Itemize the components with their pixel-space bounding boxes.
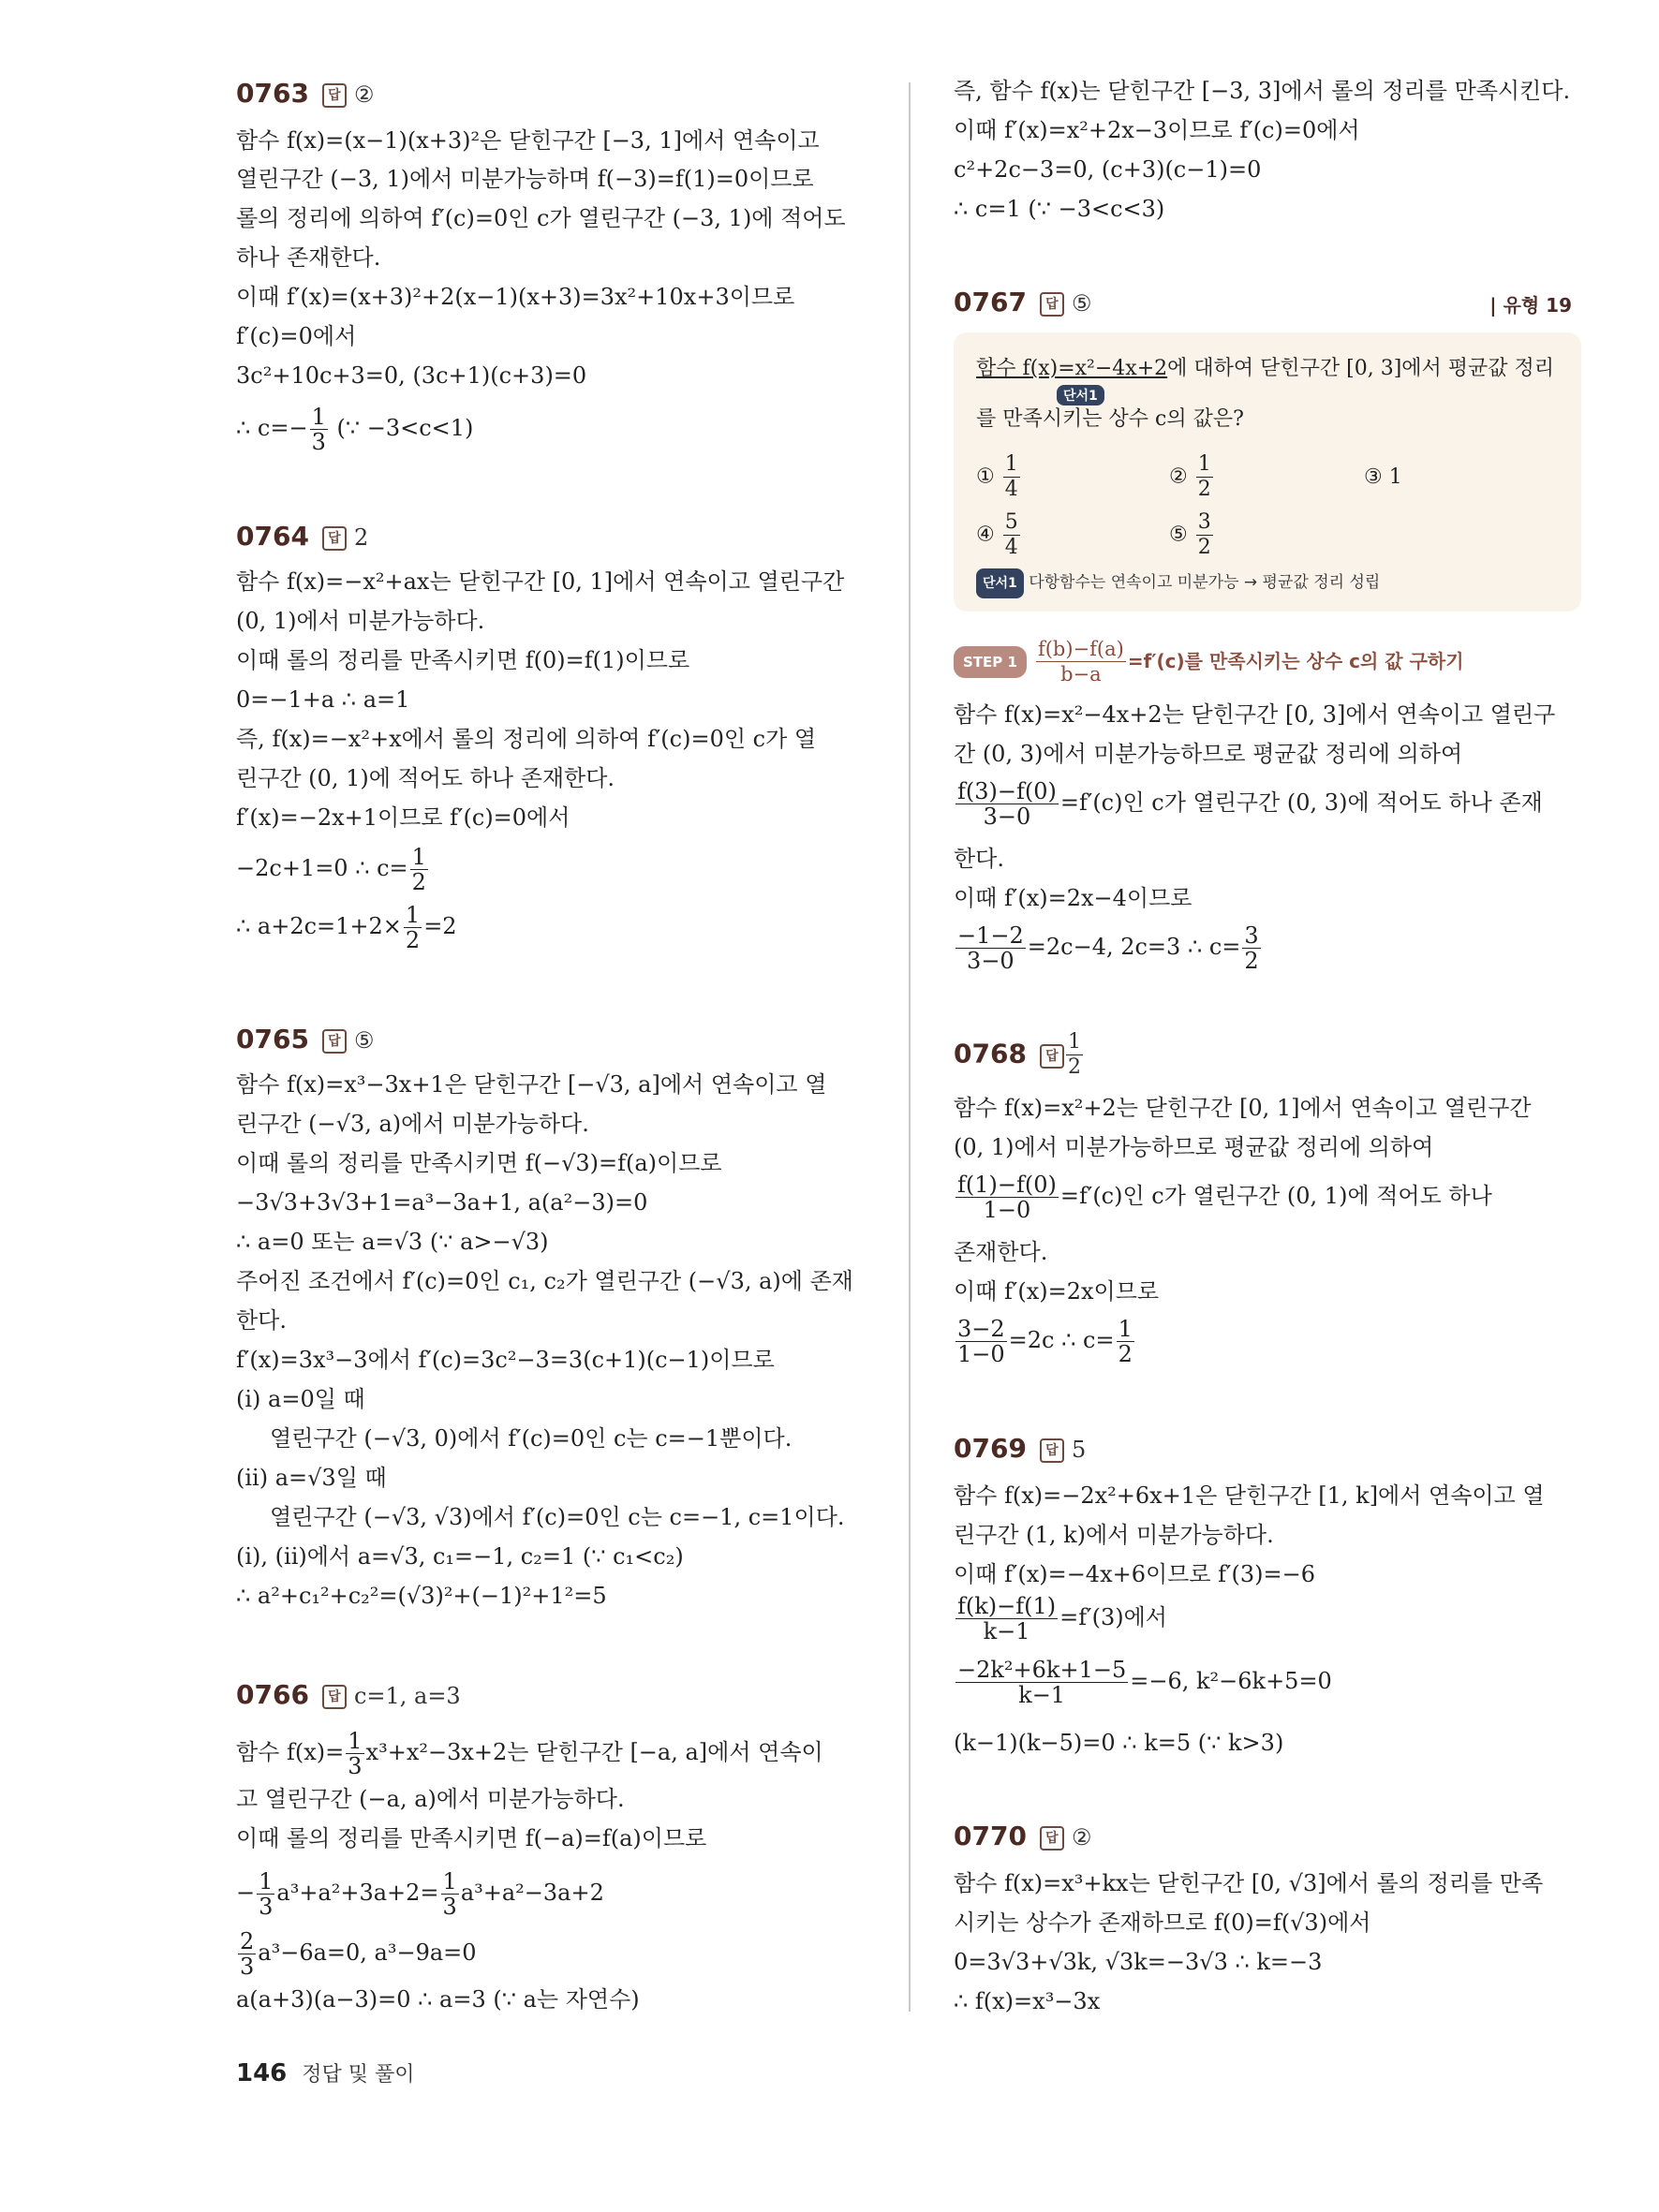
text: − [236,1880,256,1906]
solution-line: ∴ f(x)=x³−3x [954,1988,1101,2014]
numerator: 1 [348,1728,363,1754]
text: 에 대하여 닫힌구간 [0, 3]에서 평균값 정리 [1167,357,1555,380]
text: =f′(3)에서 [1059,1604,1167,1630]
solution-line: 이때 f′(x)=(x+3)²+2(x−1)(x+3)=3x²+10x+3이므로 [236,284,795,310]
denominator: 3 [348,1753,363,1779]
answer-value: 2 [353,524,369,551]
solution-line: (ii) a=√3일 때 [236,1465,387,1491]
fraction [955,779,1059,829]
numerator: 3 [1244,922,1259,949]
text: −2c+1=0 ∴ c= [236,855,408,881]
solution-line: 린구간 (0, 1)에 적어도 하나 존재한다. [236,765,615,791]
problem-number: 0763 [236,78,309,109]
fraction [955,923,1026,973]
numerator: 1 [411,844,426,870]
problem-0764-header [236,521,368,553]
text: (∵ −3<c<1) [329,415,474,441]
solution-line: 함수 f(x)=x³+kx는 닫힌구간 [0, √3]에서 롤의 정리를 만족 [954,1870,1544,1896]
solution-line: 이때 롤의 정리를 만족시키면 f(−a)=f(a)이므로 [236,1825,707,1851]
problem-text: 를 만족시키는 상수 c의 값은? [976,407,1244,431]
choice-marker: ⑤ [1169,523,1188,547]
choice-marker: ② [1169,465,1188,489]
problem-number: 0767 [954,287,1027,317]
denominator: 1−0 [957,1341,1005,1367]
fraction [1003,510,1020,560]
solution-line: 롤의 정리에 의하여 f′(c)=0인 c가 열린구간 (−3, 1)에 적어도 [236,205,846,231]
solution-line: 함수 f(x)=x²+2는 닫힌구간 [0, 1]에서 연속이고 열린구간 [954,1095,1532,1121]
answer-tag: 답 [322,83,347,108]
problem-0763-header [236,78,374,111]
denominator: b−a [1060,663,1102,686]
clue-hint [976,568,1380,598]
fraction [404,903,422,952]
fraction [310,405,328,454]
answer-value: ⑤ [1071,290,1092,317]
problem-number: 0769 [954,1433,1027,1464]
numerator: f(k)−f(1) [957,1593,1057,1619]
denominator: 3 [311,429,326,455]
answer-value: ② [353,81,375,108]
solution-line: (i), (ii)에서 a=√3, c₁=−1, c₂=1 (∵ c₁<c₂) [236,1543,684,1570]
solution-line: 즉, f(x)=−x²+x에서 롤의 정리에 의하여 f′(c)=0인 c가 열 [236,726,817,752]
text: 함수 f(x)= [236,1739,345,1765]
numerator: 1 [1004,452,1018,476]
page-footer [236,2058,415,2087]
solution-line: f′(c)=0에서 [236,323,357,349]
text: a³+a²−3a+2 [460,1880,604,1906]
text: =2 [423,913,457,939]
denominator: 1−0 [983,1197,1031,1223]
fraction [1117,1317,1134,1366]
solution-line [236,1869,604,1919]
text: =2c ∴ c= [1008,1327,1115,1353]
problem-text [976,355,1554,383]
numerator: 5 [1004,510,1018,534]
problem-number: 0765 [236,1024,309,1054]
problem-0765-header [236,1024,374,1056]
choice-marker: ① [976,465,995,489]
solution-line: 함수 f(x)=−x²+ax는 닫힌구간 [0, 1]에서 연속이고 열린구간 [236,568,845,595]
fraction [1196,452,1213,502]
problem-number: 0766 [236,1679,309,1710]
solution-line: 0=−1+a ∴ a=1 [236,686,410,713]
denominator: 2 [1244,948,1259,974]
solution-line: ∴ a²+c₁²+c₂²=(√3)²+(−1)²+1²=5 [236,1583,607,1609]
numerator: −1−2 [957,922,1024,949]
solution-line [236,845,430,894]
numerator: 3 [1197,510,1211,534]
solution-line: 함수 f(x)=−2x²+6x+1은 닫힌구간 [1, k]에서 연속이고 열 [954,1482,1545,1509]
solution-line: 린구간 (−√3, a)에서 미분가능하다. [236,1111,589,1137]
solution-line: 열린구간 (−√3, 0)에서 f′(c)=0인 c는 c=−1뿐이다. [270,1425,792,1452]
choice-1 [976,452,1022,502]
denominator: 4 [1004,478,1018,501]
problem-number: 0770 [954,1821,1027,1851]
solution-line: 이때 롤의 정리를 만족시키면 f(−√3)=f(a)이므로 [236,1150,722,1176]
fraction [955,1594,1058,1644]
solution-line [236,1929,477,1979]
answer-value: ⑤ [353,1027,375,1054]
solution-line: 하나 존재한다. [236,244,381,271]
solution-line: (0, 1)에서 미분가능하다. [236,608,485,634]
numerator: 1 [442,1868,457,1895]
fraction [410,845,428,894]
solution-line: 함수 f(x)=(x−1)(x+3)²은 닫힌구간 [−3, 1]에서 연속이고 [236,127,820,154]
text: a³−6a=0, a³−9a=0 [258,1939,477,1966]
solution-line: 한다. [954,846,1004,872]
problem-box [954,332,1581,612]
solution-line: 열린구간 (−3, 1)에서 미분가능하며 f(−3)=f(1)=0이므로 [236,166,814,192]
clue-badge [1057,385,1104,406]
numerator: 1 [1067,1030,1081,1054]
problem-number: 0764 [236,521,309,552]
numerator: 2 [240,1928,255,1954]
problem-0768-header [954,1030,1085,1080]
solution-line: 함수 f(x)=x²−4x+2는 닫힌구간 [0, 3]에서 연속이고 열린구 [954,701,1556,728]
answer-value: c=1, a=3 [353,1683,461,1709]
numerator: 1 [1197,452,1211,476]
problem-0770-header [954,1821,1091,1853]
section-title: 정답 및 풀이 [302,2063,415,2087]
solution-line [954,923,1263,973]
fraction [1242,923,1260,973]
denominator: 3 [259,1894,274,1920]
text: ∴ c=− [236,415,308,441]
fraction [257,1869,274,1919]
solution-line: 고 열린구간 (−a, a)에서 미분가능하다. [236,1786,625,1812]
fraction [1196,510,1213,560]
solution-line: ∴ c=1 (∵ −3<c<3) [954,196,1165,222]
solution-line [954,1172,1492,1222]
column-divider [909,82,911,2012]
text: =f′(c)인 c가 열린구간 (0, 1)에 적어도 하나 [1059,1183,1492,1209]
solution-line: ∴ a=0 또는 a=√3 (∵ a>−√3) [236,1229,549,1255]
solution-line: (0, 1)에서 미분가능하므로 평균값 정리에 의하여 [954,1134,1434,1160]
step-badge: STEP 1 [954,646,1027,678]
solution-line: 이때 f′(x)=−4x+6이므로 f′(3)=−6 [954,1561,1315,1587]
denominator: 3 [442,1894,457,1920]
answer-value [1066,1030,1083,1080]
solution-line: 한다. [236,1307,287,1334]
problem-0766-header [236,1679,461,1712]
answer-tag: 답 [322,1685,347,1709]
denominator: 4 [1004,536,1018,559]
solution-line: 0=3√3+√3k, √3k=−3√3 ∴ k=−3 [954,1949,1323,1975]
solution-line: −3√3+3√3+1=a³−3a+1, a(a²−3)=0 [236,1189,648,1216]
problem-number: 0768 [954,1038,1027,1069]
fraction [1003,452,1020,502]
solution-line: 존재한다. [954,1239,1048,1265]
denominator: 2 [1067,1055,1081,1079]
clue-badge-label: 단서1 [1057,385,1104,406]
solution-line [236,405,473,454]
denominator: 3 [240,1954,255,1980]
solution-line: 간 (0, 3)에서 미분가능하므로 평균값 정리에 의하여 [954,741,1463,767]
denominator: 2 [1118,1341,1133,1367]
answer-value: 5 [1071,1437,1087,1463]
numerator: f(3)−f(0) [957,778,1057,804]
solution-line: 3c²+10c+3=0, (3c+1)(c+3)=0 [236,362,587,389]
solution-line [954,1594,1167,1644]
numerator: 1 [405,902,421,928]
clue-badge-label: 단서1 [976,568,1024,598]
denominator: 2 [1197,478,1211,501]
solution-line: 함수 f(x)=x³−3x+1은 닫힌구간 [−√3, a]에서 연속이고 열 [236,1071,827,1098]
hint-text: 다항함수는 연속이고 미분가능 → 평균값 정리 성립 [1029,573,1381,592]
solution-line [954,1317,1136,1366]
denominator: k−1 [983,1618,1030,1644]
solution-line [954,1658,1332,1707]
answer-tag: 답 [322,526,347,551]
solution-line [236,903,457,952]
choice-5 [1169,510,1215,560]
solution-line: 이때 롤의 정리를 만족시키면 f(0)=f(1)이므로 [236,647,690,673]
answer-tag: 답 [1040,1044,1064,1069]
text: ∴ a+2c=1+2× [236,913,402,939]
fraction [441,1869,459,1919]
numerator: 1 [1118,1316,1133,1342]
text: x³+x²−3x+2는 닫힌구간 [−a, a]에서 연속이 [365,1739,823,1765]
fraction [955,1658,1128,1707]
problem-type-tag: | 유형 19 [1489,294,1572,317]
solution-line: 이때 f′(x)=2x−4이므로 [954,885,1192,911]
denominator: 2 [1197,536,1211,559]
choice-marker: ④ [976,523,995,547]
answer-tag: 답 [322,1029,347,1054]
denominator: 3−0 [983,804,1031,830]
solution-line [954,779,1543,829]
page-number: 146 [236,2059,288,2087]
choice-2 [1169,452,1215,502]
denominator: k−1 [1018,1682,1066,1708]
solution-line: f′(x)=3x³−3에서 f′(c)=3c²−3=3(c+1)(c−1)이므로 [236,1347,775,1373]
answer-tag: 답 [1040,292,1064,317]
solution-line: 이때 f′(x)=2x이므로 [954,1278,1160,1305]
choice-4 [976,510,1022,560]
solution-line: a(a+3)(a−3)=0 ∴ a=3 (∵ a는 자연수) [236,1986,640,2013]
numerator: f(b)−f(a) [1037,638,1124,660]
solution-line: f′(x)=−2x+1이므로 f′(c)=0에서 [236,804,570,831]
text: =−6, k²−6k+5=0 [1130,1668,1332,1694]
solution-line: (k−1)(k−5)=0 ∴ k=5 (∵ k>3) [954,1730,1284,1756]
step-heading [954,637,1464,686]
answer-value: ② [1071,1824,1092,1851]
solution-line: 즉, 함수 f(x)는 닫힌구간 [−3, 3]에서 롤의 정리를 만족시킨다. [954,78,1571,104]
fraction [238,1929,256,1979]
solution-line [236,1729,823,1778]
text: =2c−4, 2c=3 ∴ c= [1027,934,1241,960]
fraction [955,1317,1007,1366]
solution-line: 린구간 (1, k)에서 미분가능하다. [954,1522,1274,1548]
denominator: 3−0 [967,948,1015,974]
fraction [1036,637,1126,686]
fraction [955,1172,1059,1222]
numerator: 1 [311,404,326,430]
answer-tag: 답 [1040,1826,1064,1851]
fraction [346,1729,363,1778]
text: =f′(c)인 c가 열린구간 (0, 3)에 적어도 하나 존재 [1059,789,1543,816]
solution-line: 주어진 조건에서 f′(c)=0인 c₁, c₂가 열린구간 (−√3, a)에 존재 [236,1268,853,1294]
denominator: 2 [405,927,421,953]
numerator: −2k²+6k+1−5 [957,1657,1127,1683]
clue-underline: 함수 f(x)=x²−4x+2 [976,357,1168,380]
numerator: 1 [259,1868,274,1895]
problem-0769-header [954,1433,1086,1466]
solution-line: 이때 f′(x)=x²+2x−3이므로 f′(c)=0에서 [954,117,1360,143]
numerator: 3−2 [957,1316,1005,1342]
text: a³+a²+3a+2= [276,1880,439,1906]
solution-line: (i) a=0일 때 [236,1386,365,1412]
problem-0767-header [954,287,1091,319]
choice-3: ③ 1 [1364,465,1402,489]
answer-tag: 답 [1040,1438,1064,1463]
solution-line: 열린구간 (−√3, √3)에서 f′(c)=0인 c는 c=−1, c=1이다. [270,1504,845,1530]
numerator: f(1)−f(0) [957,1172,1057,1198]
denominator: 2 [411,869,426,895]
step-title: =f′(c)를 만족시키는 상수 c의 값 구하기 [1127,650,1464,672]
solution-line: 시키는 상수가 존재하므로 f(0)=f(√3)에서 [954,1910,1371,1936]
solution-line: c²+2c−3=0, (c+3)(c−1)=0 [954,156,1262,183]
